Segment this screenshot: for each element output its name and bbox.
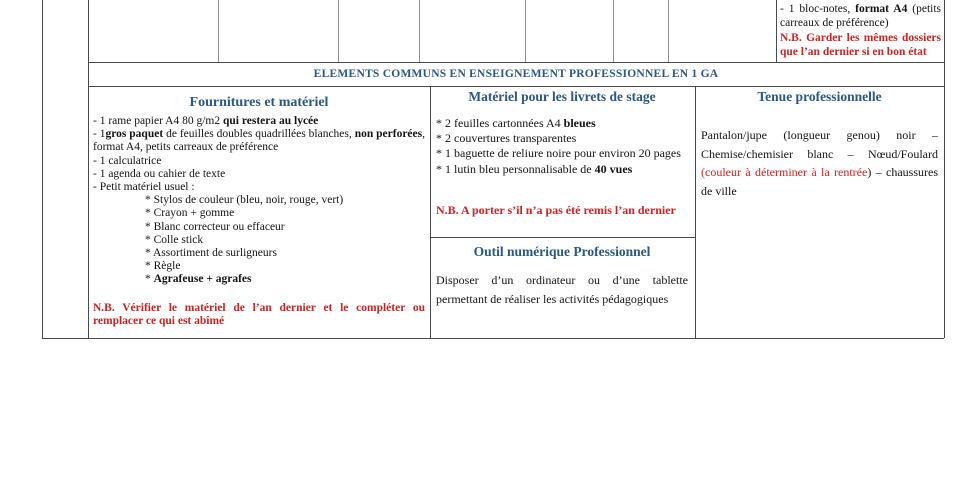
list-subitem: * Règle	[145, 260, 181, 273]
list-item: - 1gros paquet de feuilles doubles quadrillées blanches, non perforées, format A4, petits carreaux de préférence	[93, 128, 425, 154]
table-border-line	[525, 0, 526, 62]
table-border-line	[776, 0, 777, 62]
section-body: Pantalon/jupe (longueur genou) noir – Chemise/chemisier blanc – Nœud/Foulard (couleur à déterminer à la rentrée) – chaussures de ville	[701, 128, 938, 198]
section-title: Fournitures et matériel	[189, 95, 329, 110]
table-border-line	[42, 0, 43, 338]
table-border-line	[613, 0, 614, 62]
table-border-line	[430, 86, 431, 338]
table-border-line	[88, 86, 944, 87]
list-item: - 1 rame papier A4 80 g/m2 qui restera au lycée	[93, 115, 319, 127]
table-border-line	[430, 237, 695, 238]
list-subitem: * Blanc correcteur ou effaceur	[145, 220, 285, 233]
list-item: * 1 lutin bleu personnalisable de 40 vues	[436, 161, 633, 176]
section-title: Tenue professionnelle	[757, 89, 882, 104]
list-item: - 1 calculatrice	[93, 154, 162, 167]
list-item: * 2 couvertures transparentes	[436, 131, 577, 146]
list-subitem: * Stylos de couleur (bleu, noir, rouge, vert)	[145, 194, 344, 207]
table-border-line	[338, 0, 339, 62]
list-subitem: * Assortiment de surligneurs	[145, 247, 277, 260]
top-notes-cell	[780, 2, 941, 59]
table-border-line	[419, 0, 420, 62]
section-title: Outil numérique Professionnel	[473, 244, 651, 259]
nb-note: N.B. A porter s’il n’a pas été remis l’an dernier	[436, 202, 676, 217]
banner-title: ELEMENTS COMMUNS EN ENSEIGNEMENT PROFESSIONNEL EN 1 GA	[313, 68, 719, 80]
section-outil	[436, 243, 688, 308]
nb-note: N.B. Garder les mêmes dossiers que l’an dernier si en bon état	[780, 31, 941, 58]
list-item: - Petit matériel usuel :	[93, 181, 195, 194]
list	[436, 116, 688, 177]
list-item: * 1 baguette de reliure noire pour environ 20 pages	[436, 146, 681, 161]
table-border-line	[42, 338, 944, 339]
section-body: Disposer d’un ordinateur ou d’une tablette permettant de réaliser les activités pédagogiques	[436, 273, 688, 306]
section-tenue	[701, 88, 938, 200]
list-item: - 1 agenda ou cahier de texte	[93, 167, 226, 180]
nb-note: N.B. Vérifier le matériel de l’an dernier et le compléter ou remplacer ce qui est abîmé	[93, 301, 425, 327]
list-item: * 2 feuilles cartonnées A4 bleues	[436, 116, 596, 130]
list-subitem: * Colle stick	[145, 233, 204, 246]
table-border-line	[668, 0, 669, 62]
list-subitem: * Crayon + gomme	[145, 207, 235, 220]
section-title: Matériel pour les livrets de stage	[468, 89, 656, 104]
table-border-line	[695, 86, 696, 338]
table-border-line	[944, 0, 945, 338]
banner-row	[88, 62, 944, 86]
table-border-line	[218, 0, 219, 62]
table-border-line	[88, 0, 89, 338]
text-line: - 1 bloc-notes, format A4 (petits carreaux de préférence)	[780, 3, 942, 30]
section-livrets	[436, 88, 688, 218]
section-fournitures	[93, 94, 425, 328]
list-subitem: * Agrafeuse + agrafes	[145, 273, 252, 286]
